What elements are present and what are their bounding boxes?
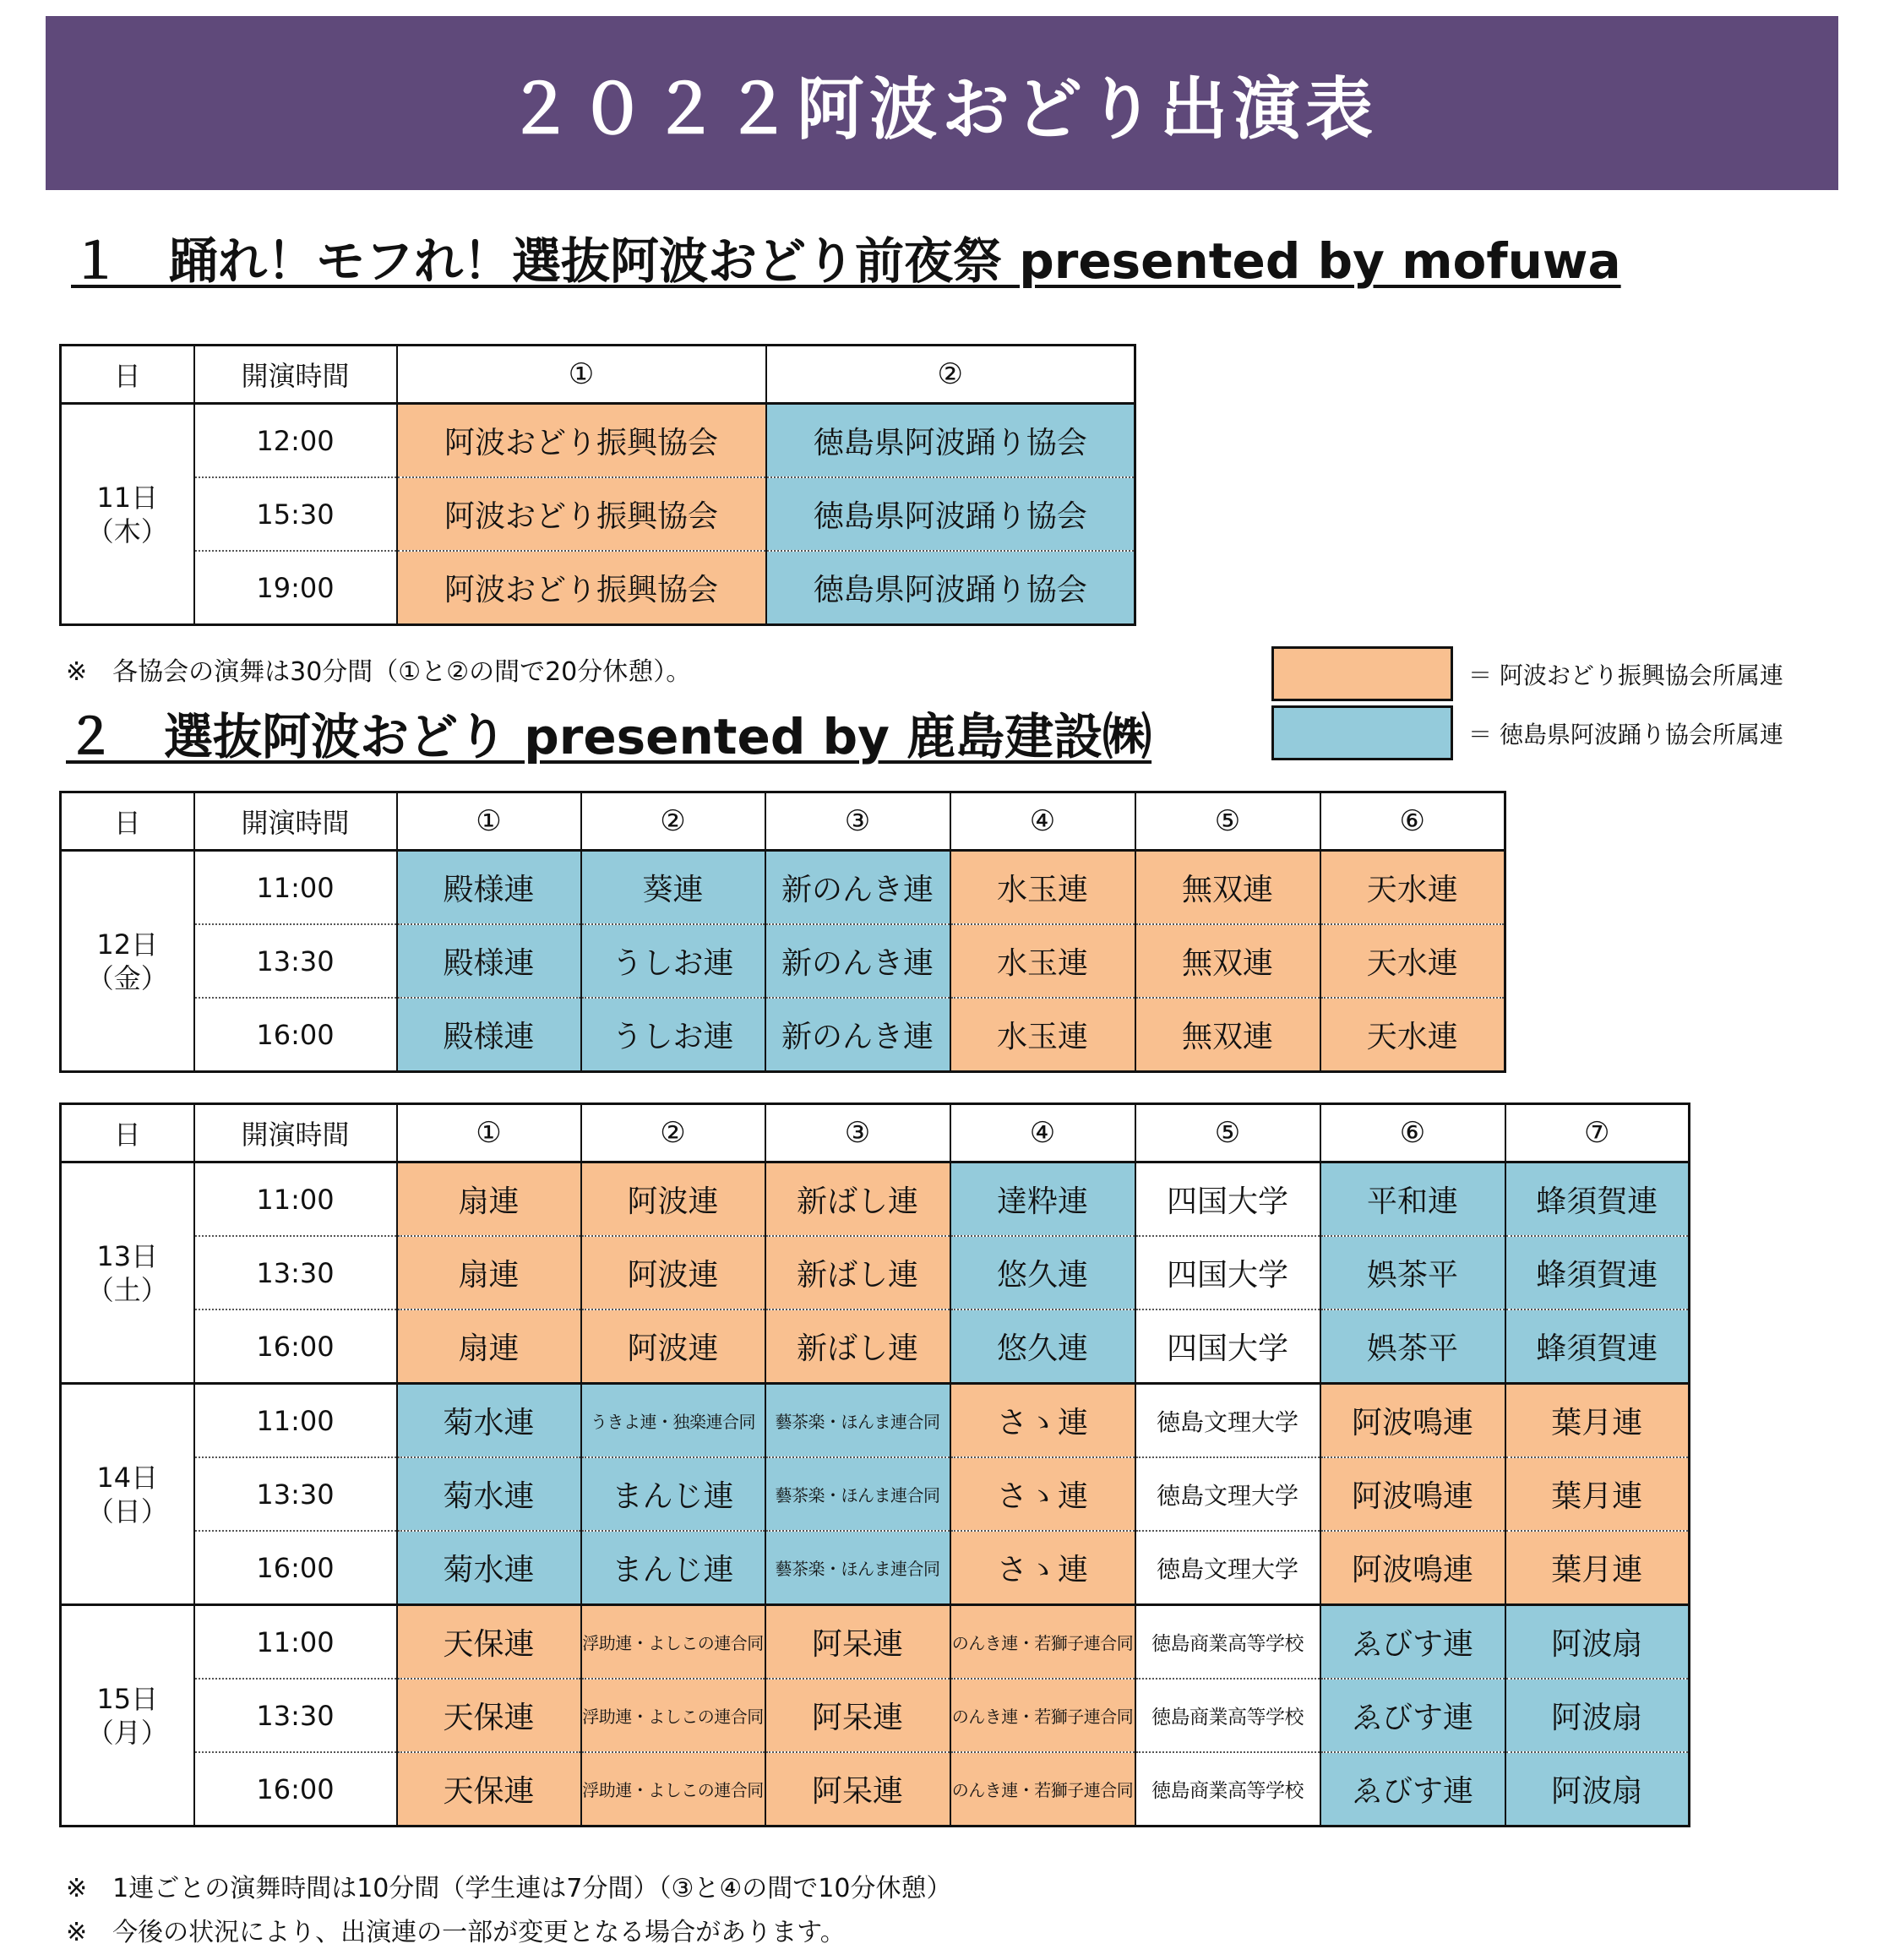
- header-slot-5: ⑤: [1135, 1104, 1320, 1162]
- performer-cell: 扇連: [397, 1162, 581, 1237]
- table-row: [61, 1236, 1690, 1309]
- day-weekday: （木）: [86, 514, 168, 547]
- performer-cell: 徳島県阿波踊り協会: [766, 404, 1135, 478]
- time-cell: 15:30: [194, 477, 397, 551]
- table-row: [61, 851, 1505, 925]
- performer-cell: 扇連: [397, 1236, 581, 1309]
- performer-cell: 藝茶楽・ほんま連合同: [765, 1384, 950, 1458]
- performer-cell: 徳島県阿波踊り協会: [766, 551, 1135, 625]
- day-date: 15日: [96, 1682, 159, 1715]
- performer-cell: 達粋連: [950, 1162, 1135, 1237]
- section2-table-friday: [59, 791, 1506, 1073]
- page-title: ２０２２阿波おどり出演表: [46, 16, 1838, 190]
- time-cell: 11:00: [194, 1162, 397, 1237]
- performer-cell: 水玉連: [950, 998, 1135, 1072]
- day-weekday: （月）: [86, 1716, 168, 1749]
- performer-cell: 水玉連: [950, 851, 1135, 925]
- header-slot-6: ⑥: [1320, 1104, 1505, 1162]
- performer-cell: 阿波連: [581, 1236, 765, 1309]
- performer-cell: うしお連: [581, 998, 765, 1072]
- day-cell: [61, 851, 194, 1072]
- performer-cell: 葵連: [581, 851, 765, 925]
- performer-cell: さゝ連: [950, 1531, 1135, 1605]
- time-cell: 11:00: [194, 851, 397, 925]
- performer-cell: 阿波連: [581, 1162, 765, 1237]
- section1-table: [59, 344, 1136, 626]
- performer-cell: 徳島文理大学: [1135, 1457, 1320, 1531]
- day-weekday: （日）: [86, 1494, 168, 1527]
- legend-swatch-blue: [1271, 705, 1453, 760]
- header-slot-3: ③: [765, 1104, 950, 1162]
- performer-cell: のんき連・若獅子連合同: [950, 1752, 1135, 1827]
- performer-cell: 新のんき連: [765, 998, 950, 1072]
- performer-cell: 浮助連・よしこの連合同: [581, 1679, 765, 1752]
- header-day: 日: [61, 1104, 194, 1162]
- performer-cell: 徳島文理大学: [1135, 1531, 1320, 1605]
- header-slot-1: ①: [397, 792, 581, 851]
- performer-cell: 阿波鳴連: [1320, 1457, 1505, 1531]
- performer-cell: 四国大学: [1135, 1162, 1320, 1237]
- performer-cell: 徳島商業高等学校: [1135, 1752, 1320, 1827]
- performer-cell: 徳島文理大学: [1135, 1384, 1320, 1458]
- table-row: [61, 404, 1135, 478]
- performer-cell: 平和連: [1320, 1162, 1505, 1237]
- performer-cell: 徳島商業高等学校: [1135, 1605, 1320, 1680]
- performer-cell: まんじ連: [581, 1531, 765, 1605]
- header-slot-5: ⑤: [1135, 792, 1320, 851]
- table-row: [61, 1605, 1690, 1680]
- day-weekday: （土）: [86, 1273, 168, 1306]
- header-day: 日: [61, 346, 194, 404]
- performer-cell: 浮助連・よしこの連合同: [581, 1605, 765, 1680]
- day-cell: [61, 404, 194, 625]
- performer-cell: 天水連: [1320, 851, 1505, 925]
- performer-cell: 蜂須賀連: [1505, 1162, 1690, 1237]
- performer-cell: 阿呆連: [765, 1605, 950, 1680]
- performer-cell: ゑびす連: [1320, 1752, 1505, 1827]
- performer-cell: さゝ連: [950, 1384, 1135, 1458]
- header-slot-3: ③: [765, 792, 950, 851]
- performer-cell: 無双連: [1135, 924, 1320, 998]
- header-slot-2: ②: [581, 1104, 765, 1162]
- performer-cell: 天保連: [397, 1605, 581, 1680]
- performer-cell: 新ばし連: [765, 1236, 950, 1309]
- header-time: 開演時間: [194, 346, 397, 404]
- time-cell: 11:00: [194, 1384, 397, 1458]
- day-date: 11日: [96, 481, 159, 514]
- header-slot-6: ⑥: [1320, 792, 1505, 851]
- day-cell: [61, 1162, 194, 1384]
- performer-cell: 徳島県阿波踊り協会: [766, 477, 1135, 551]
- table-row: [61, 1531, 1690, 1605]
- legend-orange: [1271, 646, 1783, 701]
- legend-label-blue: ＝ 徳島県阿波踊り協会所属連: [1468, 720, 1783, 749]
- performer-cell: うきよ連・独楽連合同: [581, 1384, 765, 1458]
- header-slot-4: ④: [950, 1104, 1135, 1162]
- performer-cell: 菊水連: [397, 1531, 581, 1605]
- table-row: [61, 924, 1505, 998]
- performer-cell: 蜂須賀連: [1505, 1236, 1690, 1309]
- header-time: 開演時間: [194, 792, 397, 851]
- day-date: 14日: [96, 1461, 159, 1494]
- performer-cell: 阿波鳴連: [1320, 1531, 1505, 1605]
- performer-cell: 阿呆連: [765, 1679, 950, 1752]
- performer-cell: 藝茶楽・ほんま連合同: [765, 1531, 950, 1605]
- performer-cell: 新のんき連: [765, 851, 950, 925]
- time-cell: 16:00: [194, 1752, 397, 1827]
- section1-heading: １ 踊れ！モフれ！選抜阿波おどり前夜祭 presented by mofuwa: [71, 232, 1621, 290]
- table-row: [61, 477, 1135, 551]
- performer-cell: 新ばし連: [765, 1162, 950, 1237]
- legend-blue: [1271, 705, 1783, 760]
- header-slot-1: ①: [397, 346, 766, 404]
- performer-cell: 水玉連: [950, 924, 1135, 998]
- section2-table-weekend: [59, 1102, 1690, 1827]
- time-cell: 13:30: [194, 1236, 397, 1309]
- performer-cell: 四国大学: [1135, 1309, 1320, 1384]
- table-row: [61, 1384, 1690, 1458]
- performer-cell: 阿波扇: [1505, 1752, 1690, 1827]
- performer-cell: 殿様連: [397, 924, 581, 998]
- table-row: [61, 1457, 1690, 1531]
- performer-cell: 新ばし連: [765, 1309, 950, 1384]
- time-cell: 13:30: [194, 1457, 397, 1531]
- performer-cell: のんき連・若獅子連合同: [950, 1679, 1135, 1752]
- performer-cell: 天水連: [1320, 924, 1505, 998]
- performer-cell: 悠久連: [950, 1309, 1135, 1384]
- legend-swatch-orange: [1271, 646, 1453, 701]
- day-date: 12日: [96, 928, 159, 961]
- header-slot-2: ②: [766, 346, 1135, 404]
- time-cell: 19:00: [194, 551, 397, 625]
- performer-cell: ゑびす連: [1320, 1679, 1505, 1752]
- day-date: 13日: [96, 1239, 159, 1272]
- performer-cell: 殿様連: [397, 998, 581, 1072]
- section2-note-2: ※ 今後の状況により、出演連の一部が変更となる場合があります。: [66, 1918, 846, 1947]
- performer-cell: 阿波扇: [1505, 1605, 1690, 1680]
- performer-cell: 悠久連: [950, 1236, 1135, 1309]
- header-slot-1: ①: [397, 1104, 581, 1162]
- performer-cell: 無双連: [1135, 851, 1320, 925]
- performer-cell: 蜂須賀連: [1505, 1309, 1690, 1384]
- performer-cell: 阿波おどり振興協会: [397, 404, 766, 478]
- table-row: [61, 1679, 1690, 1752]
- performer-cell: 娯茶平: [1320, 1309, 1505, 1384]
- time-cell: 13:30: [194, 1679, 397, 1752]
- day-cell: [61, 1384, 194, 1605]
- performer-cell: 新のんき連: [765, 924, 950, 998]
- performer-cell: 阿波鳴連: [1320, 1384, 1505, 1458]
- time-cell: 16:00: [194, 1531, 397, 1605]
- section2-heading: ２ 選抜阿波おどり presented by 鹿島建設㈱: [66, 708, 1152, 765]
- performer-cell: 殿様連: [397, 851, 581, 925]
- performer-cell: 扇連: [397, 1309, 581, 1384]
- table-row: [61, 998, 1505, 1072]
- performer-cell: 阿波連: [581, 1309, 765, 1384]
- section2-note-1: ※ 1連ごとの演舞時間は10分間（学生連は7分間）（③と④の間で10分休憩）: [66, 1874, 952, 1903]
- performer-cell: 天保連: [397, 1679, 581, 1752]
- performer-cell: 四国大学: [1135, 1236, 1320, 1309]
- time-cell: 16:00: [194, 1309, 397, 1384]
- performer-cell: 葉月連: [1505, 1531, 1690, 1605]
- performer-cell: 徳島商業高等学校: [1135, 1679, 1320, 1752]
- performer-cell: 阿波おどり振興協会: [397, 477, 766, 551]
- performer-cell: 浮助連・よしこの連合同: [581, 1752, 765, 1827]
- header-time: 開演時間: [194, 1104, 397, 1162]
- performer-cell: 天水連: [1320, 998, 1505, 1072]
- performer-cell: 天保連: [397, 1752, 581, 1827]
- legend-label-orange: ＝ 阿波おどり振興協会所属連: [1468, 661, 1783, 689]
- performer-cell: 菊水連: [397, 1384, 581, 1458]
- performer-cell: ゑびす連: [1320, 1605, 1505, 1680]
- day-cell: [61, 1605, 194, 1827]
- performer-cell: まんじ連: [581, 1457, 765, 1531]
- header-day: 日: [61, 792, 194, 851]
- table-row: [61, 551, 1135, 625]
- section1-note: ※ 各協会の演舞は30分間（①と②の間で20分休憩）。: [66, 657, 692, 687]
- performer-cell: 阿波扇: [1505, 1679, 1690, 1752]
- time-cell: 11:00: [194, 1605, 397, 1680]
- performer-cell: 阿呆連: [765, 1752, 950, 1827]
- performer-cell: 阿波おどり振興協会: [397, 551, 766, 625]
- table-row: [61, 1162, 1690, 1237]
- performer-cell: 藝茶楽・ほんま連合同: [765, 1457, 950, 1531]
- header-slot-4: ④: [950, 792, 1135, 851]
- performer-cell: うしお連: [581, 924, 765, 998]
- time-cell: 12:00: [194, 404, 397, 478]
- performer-cell: 葉月連: [1505, 1457, 1690, 1531]
- performer-cell: 葉月連: [1505, 1384, 1690, 1458]
- performer-cell: 菊水連: [397, 1457, 581, 1531]
- day-weekday: （金）: [86, 961, 168, 994]
- header-slot-7: ⑦: [1505, 1104, 1690, 1162]
- header-slot-2: ②: [581, 792, 765, 851]
- time-cell: 13:30: [194, 924, 397, 998]
- time-cell: 16:00: [194, 998, 397, 1072]
- performer-cell: さゝ連: [950, 1457, 1135, 1531]
- table-row: [61, 1309, 1690, 1384]
- performer-cell: 娯茶平: [1320, 1236, 1505, 1309]
- performer-cell: 無双連: [1135, 998, 1320, 1072]
- performer-cell: のんき連・若獅子連合同: [950, 1605, 1135, 1680]
- table-row: [61, 1752, 1690, 1827]
